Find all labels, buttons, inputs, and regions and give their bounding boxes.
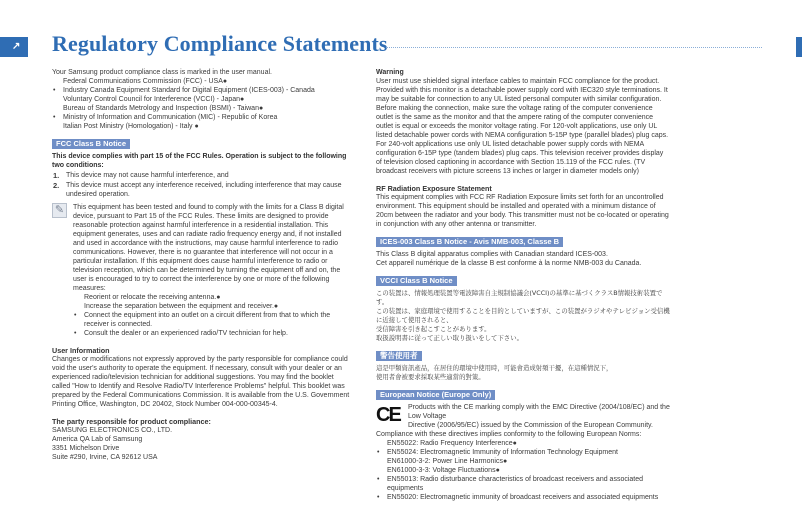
left-column (52, 68, 350, 462)
ce-statement (376, 403, 671, 430)
bsmi-badge: 警告使用者 (376, 351, 422, 361)
party-line: 3351 Michelson Drive (52, 445, 120, 452)
norm-item: • EN55020: Electromagnetic immunity of broadcast receivers and associated equipments (376, 493, 671, 502)
condition-item: 1. This device may not cause harmful interference, and (53, 171, 229, 180)
bsmi-line: 使用者會被要求採取某些適當的對策。 (376, 373, 485, 381)
party-line: Suite #290, Irvine, CA 92612 USA (52, 454, 158, 461)
note-paragraph: This equipment has been tested and found to comply with the limits for a Class B digital device, pursuant to Part 15 of the FCC Rules. These limits are designed to provide reasonable protection against harmful interference in a residential installation. This equipment generates, uses and can radiate radio frequency energy and, if not installed and used in accordance with the instructions, may cause harmful interference to radio communications. However, there is no guarantee that interference will not occur in a particular installation. If this equipment does cause harmful interference to radio or television reception, which can be determined by turning the equipment off and on, the user is encouraged to try to correct the interference by one or more of the following measures: (73, 204, 344, 292)
vcci-line: この装置は、家庭環境で使用することを目的としていますが、この装置がラジオやテレビジョン受信機に近接して使用されると、 (376, 307, 670, 324)
norm-sub: EN61000-3-3: Voltage Fluctuations● (387, 467, 500, 474)
warning-text: User must use shielded signal interface cables to maintain FCC compliance for the product. Provided with this monitor is a detachable power supply cord with IEC320 style terminations. It may be suitable for connection to any UL listed personal computer with similar configuration. Before making the connection, make sure the voltage rating of the computer convenience outlet is the same as the monitor and that the ampere rating of the computer convenience outlet is equal or exceeds the monitor voltage rating. For 120-volt applications, use only UL listed detachable power cords with NEMA configuration 5-15P type (parallel blades) plug caps. For 240-volt applications use only UL listed detachable power supply cords with NEMA configuration 6-15P type (tandem blades) plug caps. This television receiver provides display of television closed captioning in accordance with Section 15.119 of the FCC rules. (TV broadcast receivers with picture screens 13 inches or larger in diameter models only) (376, 78, 669, 175)
warning-heading: Warning (376, 69, 404, 76)
ices-line: This Class B digital apparatus complies with Canadian standard ICES-003. (376, 251, 608, 258)
rf-heading: RF Radiation Exposure Statement (376, 184, 492, 193)
condition-item: 2. This device must accept any interference received, including interference that may cause undesired operation. (53, 181, 342, 198)
fcc-badge: FCC Class B Notice (52, 139, 130, 149)
class-item: • Industry Canada Equipment Standard for Digital Equipment (ICES-003) - Canada (52, 86, 350, 95)
measure-item: • Connect the equipment into an outlet on a circuit different from that to which the receiver is connected. (73, 311, 350, 329)
section-corner-tab (0, 37, 28, 57)
measure-sub: Increase the separation between the equipment and receiver.● (84, 303, 279, 310)
page-title: Regulatory Compliance Statements (52, 31, 388, 56)
user-info-text: Changes or modifications not expressly approved by the party responsible for compliance could void the user's authority to operate the equipment. If necessary, consult with your dealer or an experienced radio/television technician for additional suggestions. You may find the booklet called "How to Identify and Resolve Radio/TV Interference Problems" helpful. This booklet was prepared by the Federal Communications Commission. It is available from the U.S. Government Printing Office, Washington, DC 20402, Stock Number 004-000-00345-4. (52, 356, 350, 408)
bsmi-line: 這是甲類資訊產品，在居住的環境中使用時，可能會造成射頻干擾，在這種情況下， (376, 364, 613, 372)
norm-item: • EN55024: Electromagnetic Immunity of Information Technology Equipment (376, 448, 671, 457)
vcci-line: 取扱説明書に従って正しい取り扱いをして下さい。 (376, 334, 523, 342)
arrow-icon: ↗ (12, 41, 21, 52)
class-item: Federal Communications Commission (FCC) - USA● (63, 78, 228, 85)
eu-compliance: Compliance with these directives implies conformity to the following European Norms: (376, 431, 642, 438)
party-line: America QA Lab of Samsung (52, 436, 143, 443)
measure-item: • Consult the dealer or an experienced radio/TV technician for help. (73, 329, 350, 338)
class-item: • Ministry of Information and Communication (MIC) - Republic of Korea (52, 113, 350, 122)
right-edge-tab (796, 37, 802, 57)
norm-sub: EN55022: Radio Frequency Interference● (387, 440, 517, 447)
vcci-badge: VCCI Class B Notice (376, 276, 457, 286)
class-item: Voluntary Control Council for Interference (VCCI) - Japan● (63, 96, 245, 103)
party-heading: The party responsible for product compliance: (52, 417, 211, 426)
note-pencil-icon: ✎ (52, 203, 67, 218)
eu-line: Products with the CE marking comply with the EMC Directive (2004/108/EC) and the Low Voltage (408, 404, 670, 420)
class-item: Italian Post Ministry (Homologation) - Italy ● (63, 123, 199, 130)
fcc-lead: This device complies with part 15 of the FCC Rules. Operation is subject to the following two conditions: (52, 153, 347, 169)
intro-text: Your Samsung product compliance class is marked in the user manual. (52, 69, 272, 76)
vcci-line: この装置は、情報処理装置等電波障害自主規制協議会(VCCI)の基準に基づくクラスB情報技術装置です。 (376, 289, 663, 306)
ices-line: Cet appareil numérique de la classe B est conforme à la norme NMB-003 du Canada. (376, 260, 642, 267)
eu-line: Directive (2006/95/EC) issued by the Commission of the European Community. (408, 422, 653, 429)
eu-badge: European Notice (Europe Only) (376, 390, 495, 400)
user-info-heading: User Information (52, 346, 110, 355)
measure-sub: Reorient or relocate the receiving antenna.● (84, 294, 221, 301)
party-line: SAMSUNG ELECTRONICS CO., LTD. (52, 427, 173, 434)
ices-badge: ICES-003 Class B Notice - Avis NMB-003, Classe B (376, 237, 563, 247)
title-divider (386, 47, 762, 48)
ce-mark-icon: CE (376, 404, 400, 426)
norm-item: • EN55013: Radio disturbance characteristics of broadcast receivers and associated equipments (376, 475, 671, 493)
norm-sub: EN61000-3-2: Power Line Harmonics● (387, 458, 508, 465)
class-item: Bureau of Standards Metrology and Inspection (BSMI) - Taiwan● (63, 105, 264, 112)
fcc-note (52, 203, 350, 338)
vcci-line: 受信障害を引き起こすことがあります。 (376, 325, 491, 333)
rf-text: This equipment complies with FCC RF Radiation Exposure limits set forth for an uncontrolled environment. This equipment should be installed and operated with a minimum distance of 20cm between the radiator and your body. This transmitter must not be co-located or operating in conjunction with any other antenna or transmitter. (376, 194, 669, 228)
right-column (376, 68, 671, 502)
